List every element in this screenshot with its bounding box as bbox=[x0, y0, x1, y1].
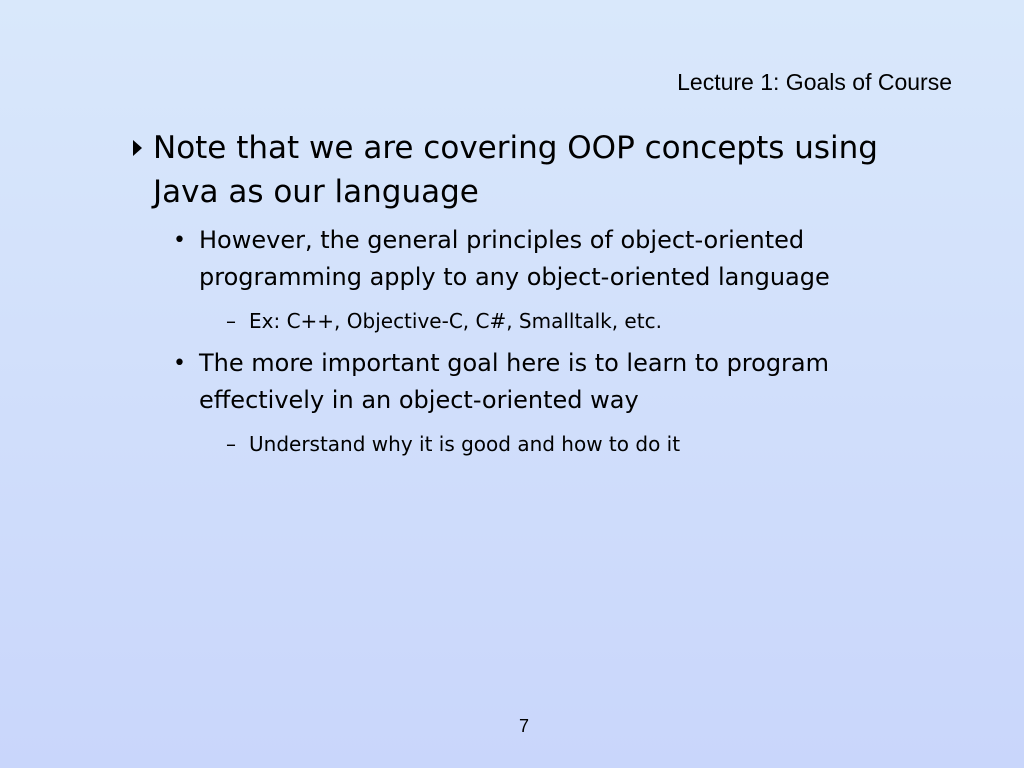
bullet-level1 bbox=[153, 126, 878, 214]
bullet-level3: Understand why it is good and how to do it bbox=[249, 432, 681, 456]
bullet-level2 bbox=[199, 345, 829, 419]
bullet-dash-icon: – bbox=[226, 309, 236, 333]
slide-header-title: Lecture 1: Goals of Course bbox=[677, 69, 952, 95]
triangle-bullet-icon bbox=[133, 140, 142, 156]
page-number: 7 bbox=[518, 716, 529, 736]
bullet-text-line: effectively in an object-oriented way bbox=[199, 386, 639, 414]
bullet-text-line: programming apply to any object-oriented language bbox=[199, 263, 830, 291]
bullet-text-line: The more important goal here is to learn to program bbox=[199, 349, 830, 377]
bullet-dot-icon: • bbox=[173, 228, 186, 253]
bullet-text-line: Java as our language bbox=[153, 174, 479, 210]
bullet-level2 bbox=[199, 222, 830, 296]
bullet-text-line: Note that we are covering OOP concepts using bbox=[153, 130, 878, 166]
bullet-dot-icon: • bbox=[173, 351, 186, 376]
bullet-text-line: However, the general principles of object-oriented bbox=[199, 226, 805, 254]
bullet-dash-icon: – bbox=[226, 432, 236, 456]
bullet-level3: Ex: C++, Objective-C, C#, Smalltalk, etc. bbox=[249, 309, 662, 333]
